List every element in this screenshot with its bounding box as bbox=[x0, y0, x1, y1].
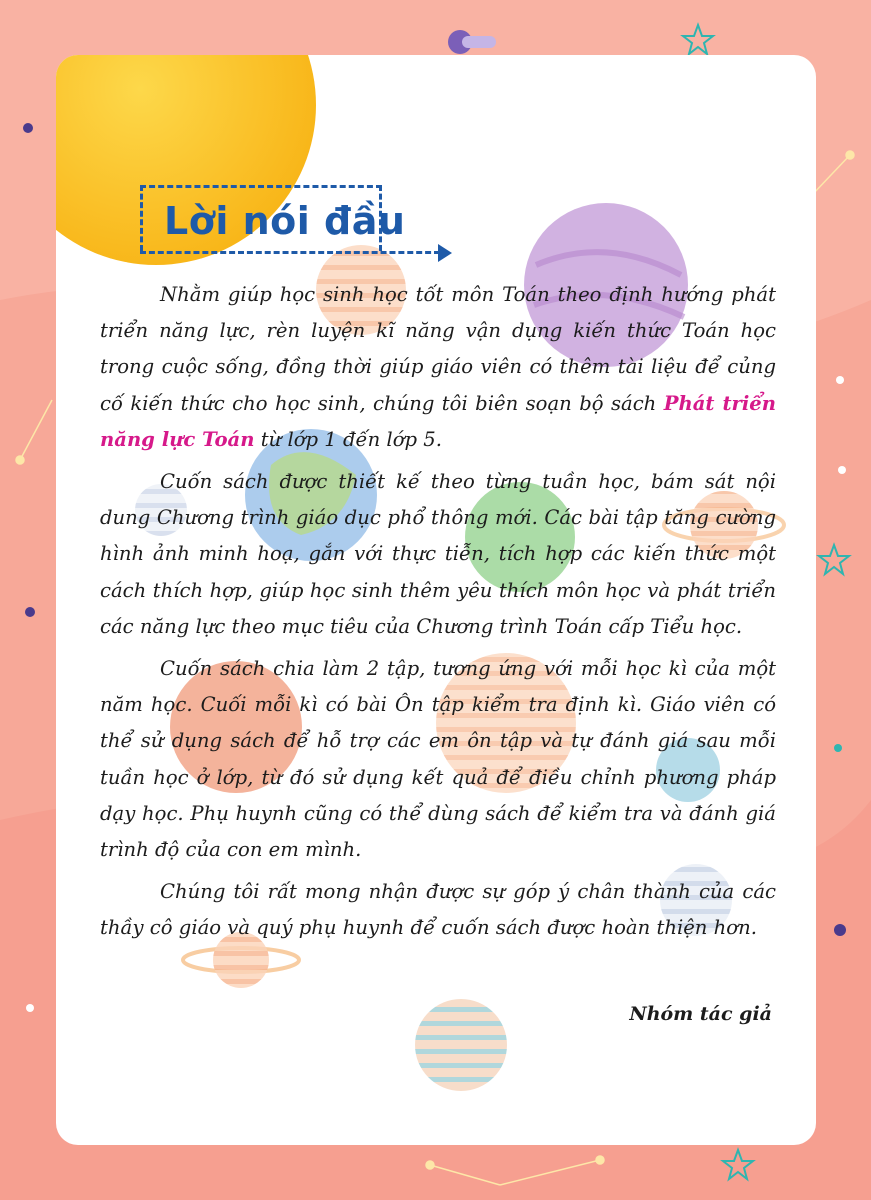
preface-body bbox=[100, 277, 776, 953]
page-title: Lời nói đầu bbox=[164, 199, 406, 243]
title-arrow bbox=[140, 251, 440, 254]
paragraph: Cuốn sách được thiết kế theo từng tuần học, bám sát nội dung Chương trình giáo dục phổ thông mới. Các bài tập tăng cường hình ảnh minh hoạ, gắn với thực tiễn, tích hợp các kiến thức một cách thích hợp, giúp học sinh thêm yêu thích môn học và phát triển các năng lực theo mục tiêu của Chương trình Toán cấp Tiểu học. bbox=[100, 470, 776, 638]
teal-striped-planet bbox=[415, 999, 507, 1091]
book-title-highlight: Phát triển năng lực Toán bbox=[100, 391, 776, 451]
paragraph: Cuốn sách chia làm 2 tập, tương ứng với mỗi học kì của một năm học. Cuối mỗi kì có bài Ôn tập kiểm tra định kì. Giáo viên có thể sử dụng sách để hỗ trợ các em ôn tập và tự đánh giá sau mỗi tuần học ở lớp, từ đó sử dụng kết quả để điều chỉnh phương pháp dạy học. Phụ huynh cũng có thể dùng sách để kiểm tra và đánh giá trình độ của con em mình. bbox=[100, 657, 776, 862]
arrowhead-icon bbox=[438, 244, 452, 262]
paragraph-text: Nhằm giúp học sinh học tốt môn Toán theo định hướng phát triển năng lực, rèn luyện kĩ năng vận dụng kiến thức Toán học trong cuộc sống, đồng thời giúp giáo viên có thêm tài liệu để củng cố kiến thức cho học sinh, chúng tôi biên soạn bộ sách bbox=[100, 283, 776, 415]
paragraph-text: từ lớp 1 đến lớp 5. bbox=[254, 427, 442, 451]
signature: Nhóm tác giả bbox=[629, 1003, 772, 1025]
content-card bbox=[56, 55, 816, 1145]
paragraph bbox=[100, 277, 776, 458]
paragraph: Chúng tôi rất mong nhận được sự góp ý chân thành của các thầy cô giáo và quý phụ huynh để cuốn sách được hoàn thiện hơn. bbox=[100, 880, 776, 940]
